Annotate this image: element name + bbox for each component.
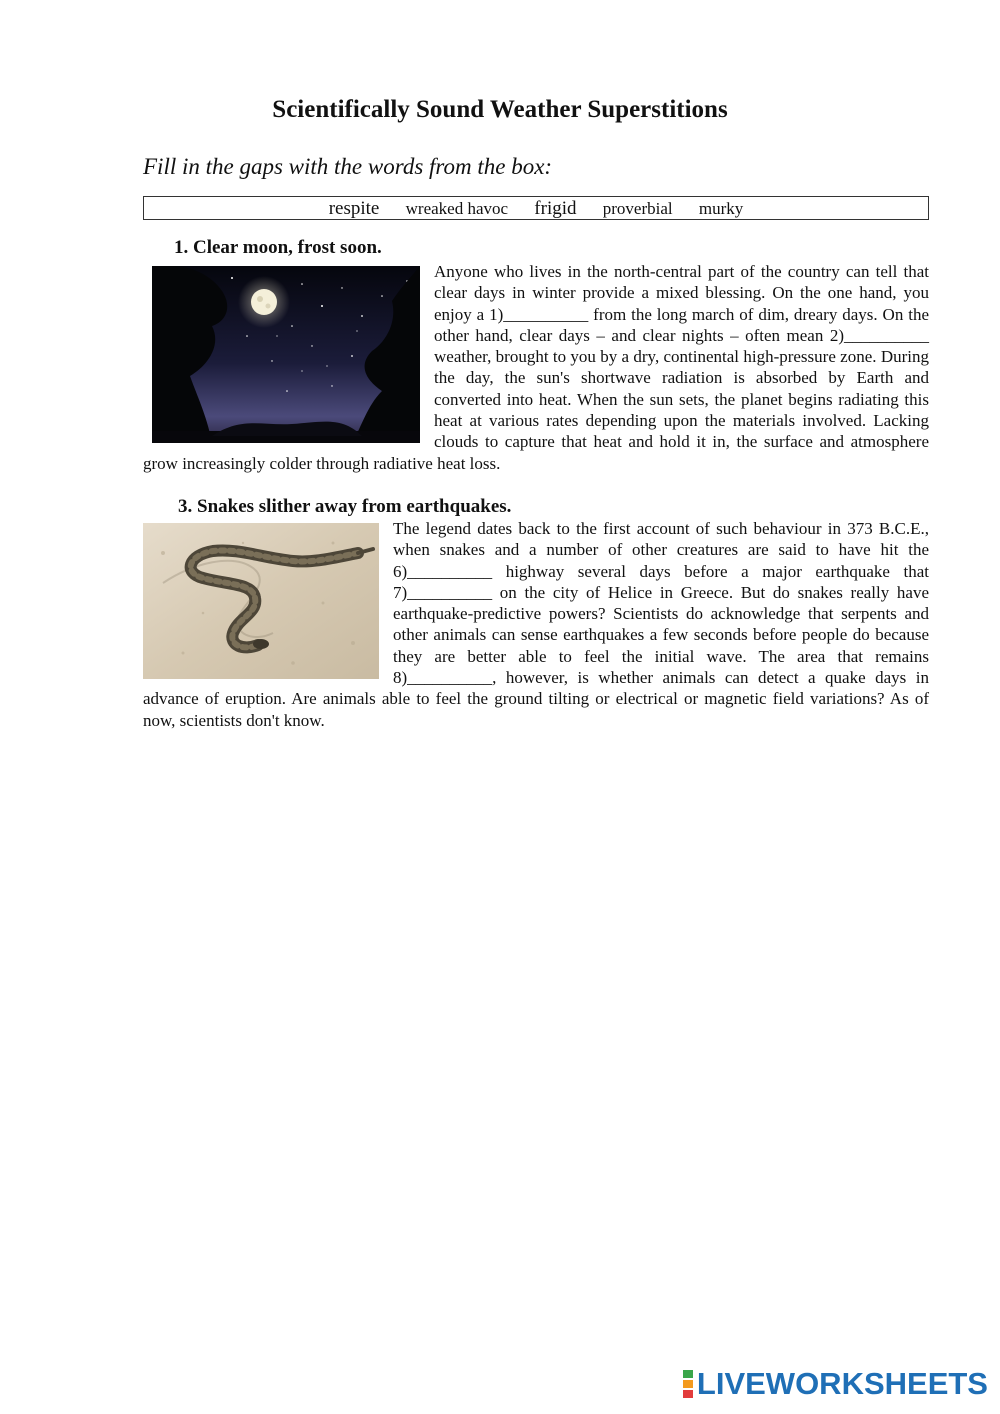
section3-heading: 3. Snakes slither away from earthquakes. [178,496,512,517]
logo-mark-icon [683,1369,693,1399]
liveworksheets-logo [683,1366,988,1402]
brand-name: LIVEWORKSHEETS [696,1366,988,1401]
section3-body [143,518,929,731]
word-frigid: frigid [534,198,577,219]
moon-night-photo [152,266,420,443]
word-box [143,196,929,220]
word-respite: respite [328,198,380,219]
section1-text: Anyone who lives in the north-central part of the country can tell that clear days in winter provide a mixed blessing. On the one hand, you enjoy a 1)__________ from the long march of dim, dreary days. On the other hand, clear days – and clear nights – often mean 2)__________ weather, brought to you by a dry, continental high-pressure zone. During the day, the sun's shortwave radiation is absorbed by Earth and converted into heat. When the sun sets, the planet begins radiating this heat at various rates depending upon the materials involved. Lacking clouds to capture that heat and hold it in, the surface and atmosphere grow increasingly colder through radiative heat loss. [143,262,929,473]
word-murky: murky [698,199,744,218]
word-proverbial: proverbial [602,199,673,218]
section1-body [143,261,929,474]
section1-heading: 1. Clear moon, frost soon. [174,237,382,258]
instruction-text: Fill in the gaps with the words from the box: [143,154,553,179]
section3-text: The legend dates back to the first account of such behaviour in 373 B.C.E., when snakes and a number of other creatures are said to have hit the 6)__________ highway several days before a major earthquake that 7)__________ on the city of Helice in Greece. But do snakes really have earthquake-predictive powers? Scientists do acknowledge that serpents and other animals can sense earthquakes a few seconds before people do because they are better able to feel the initial wave. The area that remains 8)__________, however, is whether animals can detect a quake days in advance of eruption. Are animals able to feel the ground tilting or electrical or magnetic field variations? As of now, scientists don't know. [143,519,929,730]
snake-on-sand-photo [143,523,379,679]
word-wreaked-havoc: wreaked havoc [405,199,509,218]
page-title: Scientifically Sound Weather Superstitions [272,96,728,123]
